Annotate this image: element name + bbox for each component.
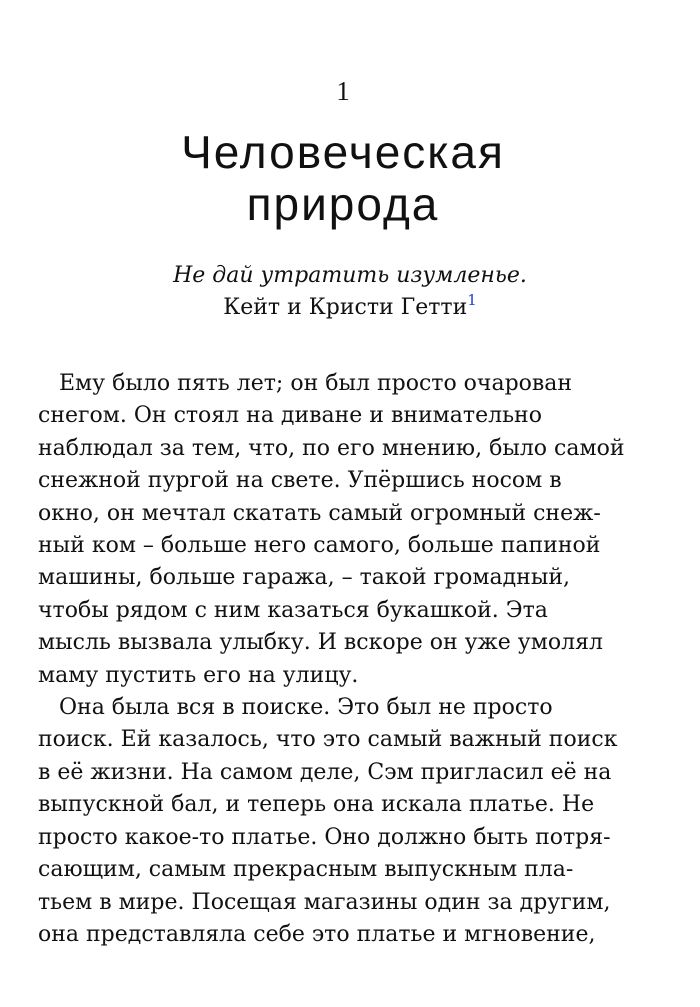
- text-line: Она была вся в поиске. Это был не просто: [59, 695, 553, 721]
- text-line: она представляла себе это платье и мгновение,: [38, 921, 596, 947]
- footnote-reference-link[interactable]: 1: [467, 291, 477, 309]
- body-text: [38, 368, 668, 951]
- epigraph-attribution: [0, 292, 700, 324]
- text-line: наблюдал за тем, что, по его мнению, было самой: [38, 435, 625, 461]
- paragraph: [38, 368, 668, 692]
- text-line: снегом. Он стоял на диване и внимательно: [38, 403, 542, 429]
- text-line: чтобы рядом с ним казаться букашкой. Эта: [38, 597, 548, 623]
- text-line: поиск. Ей казалось, что это самый важный поиск: [38, 727, 618, 753]
- text-line: машины, больше гаража, – такой громадный,: [38, 565, 570, 591]
- text-line: мысль вызвала улыбку. И вскоре он уже умолял: [38, 630, 603, 656]
- text-line: в её жизни. На самом деле, Сэм пригласил её на: [38, 759, 612, 785]
- paragraph: [38, 692, 668, 951]
- chapter-title-line-2: природа: [246, 178, 440, 230]
- chapter-number: 1: [336, 76, 350, 106]
- epigraph: [0, 260, 700, 324]
- text-line: сающим, самым прекрасным выпускным пла-: [38, 857, 574, 883]
- text-line: просто какое-то платье. Оно должно быть потря-: [38, 824, 611, 850]
- text-line: ный ком – больше него самого, больше папиной: [38, 533, 601, 559]
- text-line: маму пустить его на улицу.: [38, 662, 359, 688]
- epigraph-author: Кейт и Кристи Гетти: [223, 295, 468, 320]
- text-line: снежной пургой на свете. Упёршись носом в: [38, 468, 562, 494]
- epigraph-quote: Не дай утратить изумленье.: [173, 263, 527, 288]
- text-line: окно, он мечтал скатать самый огромный снеж-: [38, 500, 601, 526]
- text-line: Ему было пять лет; он был просто очарован: [59, 371, 573, 396]
- chapter-title: [0, 126, 686, 230]
- chapter-title-line-1: Человеческая: [181, 126, 505, 178]
- text-line: выпускной бал, и теперь она искала платье. Не: [38, 792, 595, 818]
- text-line: тьем в мире. Посещая магазины один за другим,: [38, 889, 611, 915]
